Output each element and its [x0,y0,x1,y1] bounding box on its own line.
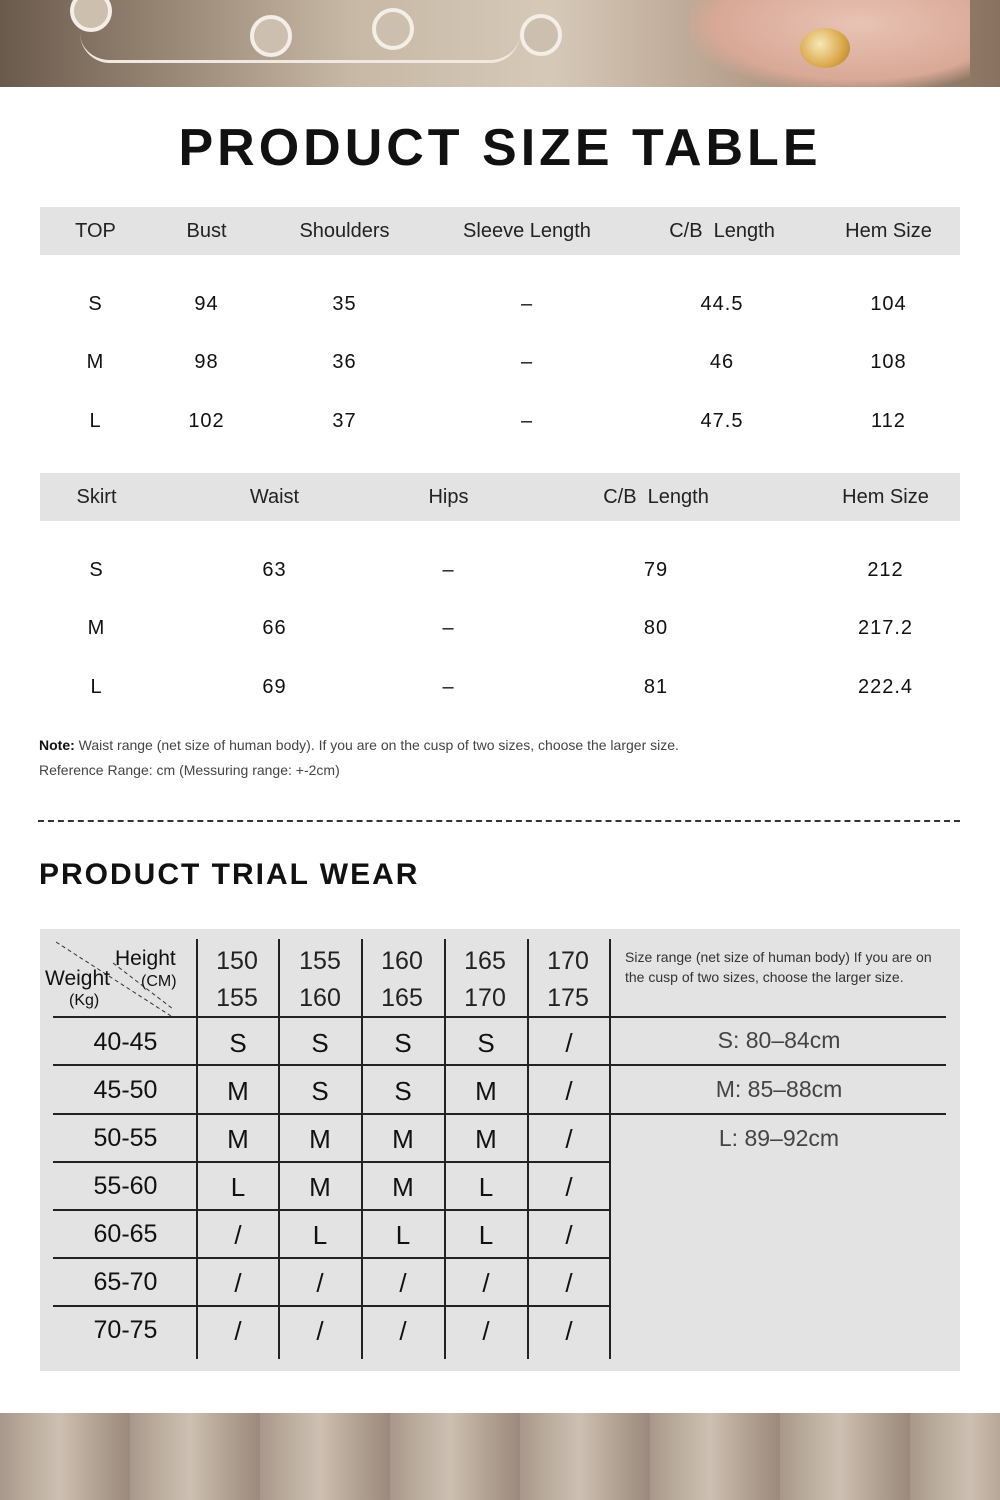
weight-row-label: 70-75 [93,1316,158,1344]
size-range-m: M: 85–88cm [715,1076,843,1102]
header-cell: Hips [428,485,469,508]
table-cell: S [88,292,103,315]
weight-row-label: 60-65 [93,1220,158,1248]
table-cell: 35 [332,292,357,315]
skirt-size-table [40,473,960,717]
size-cell: / [565,1220,573,1250]
table-cell: L [89,409,102,432]
table-cell: 212 [867,558,904,581]
size-cell: / [565,1172,573,1202]
table-cell: – [442,558,455,581]
size-cell: S [394,1076,412,1106]
size-cell: / [234,1316,242,1346]
size-cell: M [475,1124,497,1154]
size-range-s: S: 80–84cm [717,1027,841,1053]
table-cell: 47.5 [700,409,744,432]
table-cell: M [86,351,105,374]
size-cell: M [475,1076,497,1106]
size-cell: L [478,1220,494,1250]
size-cell: / [316,1268,324,1298]
height-header: 150 155 [216,947,258,1012]
size-cell: S [229,1028,247,1058]
size-cell: / [565,1268,573,1298]
table-row [40,541,960,600]
size-range-l: L: 89–92cm [718,1125,840,1151]
table-cell: 217.2 [857,617,914,640]
size-cell: / [565,1316,573,1346]
table-cell: 222.4 [857,675,914,698]
table-cell: – [520,292,534,315]
size-note [39,737,679,753]
table-cell: 66 [262,617,287,640]
size-cell: S [311,1028,329,1058]
table-cell: – [520,351,534,374]
table-cell: L [90,675,103,698]
header-cell: Waist [249,485,300,508]
trial-wear-title: PRODUCT TRIAL WEAR [39,858,420,891]
size-cell: M [309,1172,331,1202]
note-text: Waist range (net size of human body). If you are on the cusp of two sizes, choose the larger size. [74,737,679,753]
table-header [40,473,960,521]
table-row [40,275,960,334]
weight-row-label: 50-55 [93,1124,158,1152]
table-cell: 102 [188,409,225,432]
size-cell: / [234,1268,242,1298]
header-cell: Shoulders [299,219,390,242]
page-title: PRODUCT SIZE TABLE [178,119,822,177]
table-cell: 80 [643,617,669,640]
table-row [40,334,960,393]
table-cell: – [520,409,534,432]
table-cell: – [442,617,455,640]
size-cell: L [478,1172,494,1202]
header-cell: Skirt [76,485,117,508]
table-cell: 98 [194,351,219,374]
table-cell: 79 [643,558,669,581]
size-cell: L [395,1220,411,1250]
table-cell: 108 [870,351,907,374]
table-row [40,658,960,717]
size-cell: M [392,1172,414,1202]
header-cell: C/B Length [603,485,709,508]
top-size-table [40,207,960,451]
size-cell: / [234,1220,242,1250]
size-cell: / [565,1124,573,1154]
size-cell: / [482,1316,490,1346]
trial-wear-table [40,929,960,1371]
table-cell: 81 [643,675,669,698]
size-cell: / [565,1028,573,1058]
top-product-photo [0,0,1000,87]
ring-detail [800,28,850,68]
header-cell: Hem Size [845,219,932,242]
table-row [40,392,960,451]
size-cell: M [227,1124,249,1154]
height-header: 160 165 [381,947,423,1012]
height-label: Height [115,947,176,970]
size-cell: / [482,1268,490,1298]
size-cell: / [399,1268,407,1298]
table-cell: 104 [870,292,907,315]
header-cell: C/B Length [669,219,775,242]
weight-row-label: 55-60 [93,1172,158,1200]
reference-range-note: Reference Range: cm (Messuring range: +-2cm) [39,762,340,778]
table-cell: 69 [262,675,287,698]
table-cell: 44.5 [700,292,744,315]
table-cell: M [87,617,106,640]
size-cell: S [394,1028,412,1058]
table-cell: 94 [194,292,219,315]
table-cell: 46 [709,351,735,374]
eyelet-detail [250,15,292,57]
height-header: 165 170 [464,947,506,1012]
note-label: Note: [39,737,75,753]
table-cell: 36 [332,351,357,374]
size-cell: L [230,1172,246,1202]
table-cell: S [89,558,104,581]
weight-row-label: 45-50 [93,1076,158,1104]
kg-label: (Kg) [69,992,100,1009]
size-cell: M [392,1124,414,1154]
table-header [40,207,960,255]
size-cell: S [311,1076,329,1106]
header-cell: Hem Size [842,485,929,508]
weight-row-label: 65-70 [93,1268,158,1296]
header-cell: TOP [75,219,116,242]
size-cell: L [312,1220,328,1250]
eyelet-detail [520,14,562,56]
height-header: 170 175 [547,947,589,1012]
table-cell: 37 [332,409,357,432]
section-divider [38,820,960,822]
size-cell: M [227,1076,249,1106]
eyelet-detail [372,8,414,50]
size-range-note: Size range (net size of human body) If you are on the cusp of two sizes, choose the larger size. [625,949,932,985]
table-cell: 112 [871,409,906,432]
lace-collar-detail [80,0,520,63]
size-cell: M [309,1124,331,1154]
height-header: 155 160 [299,947,341,1012]
size-cell: / [316,1316,324,1346]
weight-row-label: 40-45 [93,1028,158,1056]
bottom-product-photo [0,1413,1000,1500]
weight-label: Weight [45,967,110,990]
header-cell: Sleeve Length [463,219,591,242]
table-cell: 63 [262,558,287,581]
size-cell: / [565,1076,573,1106]
table-row [40,600,960,659]
table-cell: – [442,675,455,698]
size-cell: / [399,1316,407,1346]
header-cell: Bust [186,219,227,242]
cm-label: (CM) [141,973,177,990]
size-cell: S [477,1028,495,1058]
